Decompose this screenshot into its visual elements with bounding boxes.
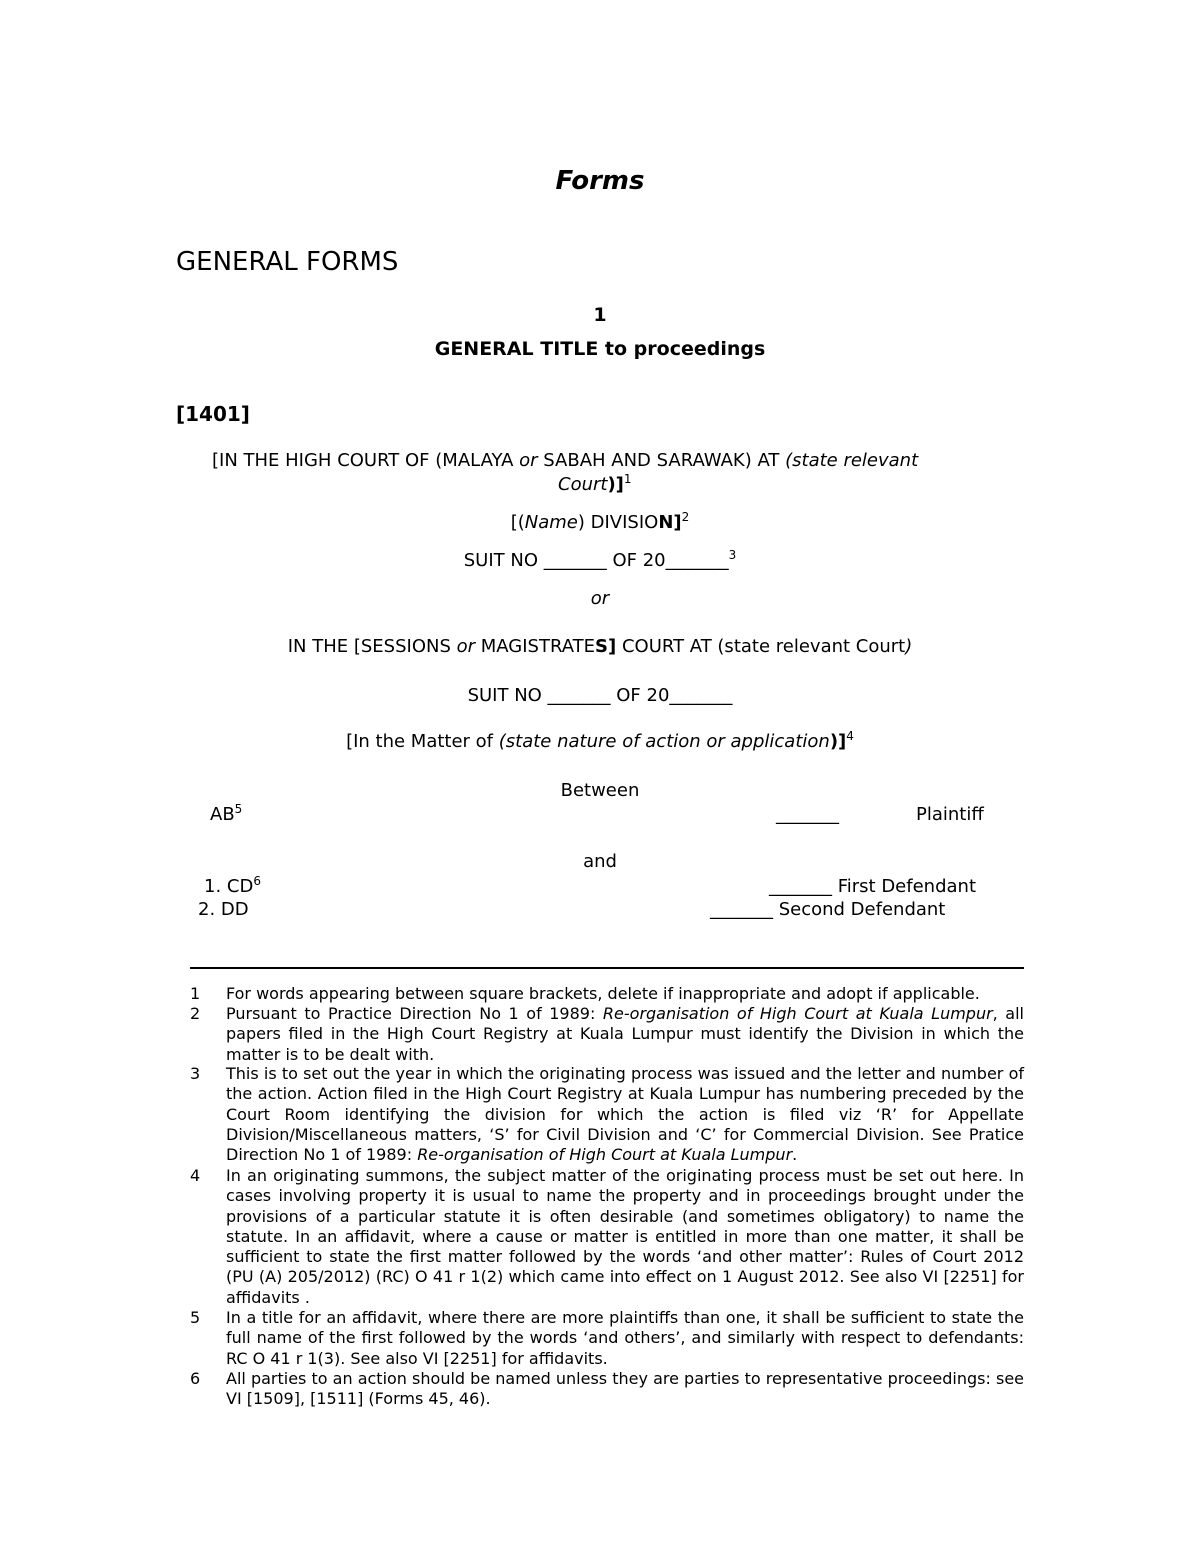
footnote-3: 3 This is to set out the year in which the originating process was issued and the letter and number of the action. Action filed in the High Court Registry at Kuala Lumpur has numbering preceded by the Court Room identifying the division for which the action is filed viz ‘R’ for Appellate Division/Miscellaneous matters, ‘S’ for Civil Division and ‘C’ for Commercial Division. See Pratice Direction No 1 of 1989: Re-organisation of High Court at Kuala Lumpur. <box>190 1064 1024 1165</box>
court-line-1: [IN THE HIGH COURT OF (MALAYA or SABAH AND SARAWAK) AT (state relevant <box>212 450 919 471</box>
second-defendant-role: _______ Second Defendant <box>710 899 946 920</box>
section-heading: GENERAL FORMS <box>176 247 399 277</box>
doc-title: Forms <box>555 166 645 196</box>
first-defendant-name: 1. $CD^6$ <box>204 874 261 897</box>
or-separator: or <box>590 588 610 609</box>
form-number: 1 <box>593 304 607 326</box>
division-line: [(Name) DIVISION]$^2$ <box>510 510 690 533</box>
plaintiff-name: $AB^5$ <box>210 802 243 825</box>
court-line-2: Court)]$^1$ <box>558 472 632 495</box>
footnote-5: 5 In a title for an affidavit, where there are more plaintiffs than one, it shall be sufficient to state the full name of the first followed by the words ‘and others’, and similarly with respect to defendants: RC O 41 r 1(3). See also VI [2251] for affidavits. <box>190 1308 1024 1368</box>
plaintiff-blank: _______ <box>776 804 839 825</box>
footnote-6: 6 All parties to an action should be named unless they are parties to representative proceedings: see VI [1509], [1511] (Forms 45, 46). <box>190 1369 1024 1409</box>
suit-number-2: SUIT NO _______ OF 20_______ <box>467 685 733 706</box>
plaintiff-role: Plaintiff <box>916 804 984 825</box>
footnote-1: 1 For words appearing between square brackets, delete if inappropriate and adopt if applicable. <box>190 984 980 1003</box>
para-ref: [1401] <box>176 402 250 426</box>
between-label: Between <box>560 780 640 801</box>
suit-number-1: SUIT NO _______ OF 20_______$^3$ <box>463 548 737 571</box>
matter-line: [In the Matter of (state nature of action or application)]$^4$ <box>346 729 854 752</box>
sessions-court-line: IN THE [SESSIONS or MAGISTRATES] COURT AT (state relevant Court) <box>287 636 913 657</box>
footnote-4: 4 In an originating summons, the subject matter of the originating process must be set out here. In cases involving property it is usual to name the property and in proceedings brought under the provisions of a particular statute it is often desirable (and sometimes obligatory) to name the statute. In an affidavit, where a cause or matter is entitled in more than one matter, it shall be sufficient to state the first matter followed by the words ‘and other matter’: Rules of Court 2012 (PU (A) 205/2012) (RC) O 41 r 1(2) which came into effect on 1 August 2012. See also VI [2251] for affidavits . <box>190 1166 1024 1307</box>
footnote-2: 2 Pursuant to Practice Direction No 1 of 1989: Re-organisation of High Court at Kuala Lumpur, all papers filed in the High Court Registry at Kuala Lumpur must identify the Division in which the matter is to be dealt with. <box>190 1004 1025 1064</box>
second-defendant-name: 2. DD <box>198 899 249 920</box>
form-title: GENERAL TITLE to proceedings <box>434 338 766 360</box>
footnote-divider <box>190 967 1024 969</box>
and-label: and <box>583 851 617 872</box>
first-defendant-role: _______ First Defendant <box>769 876 976 897</box>
